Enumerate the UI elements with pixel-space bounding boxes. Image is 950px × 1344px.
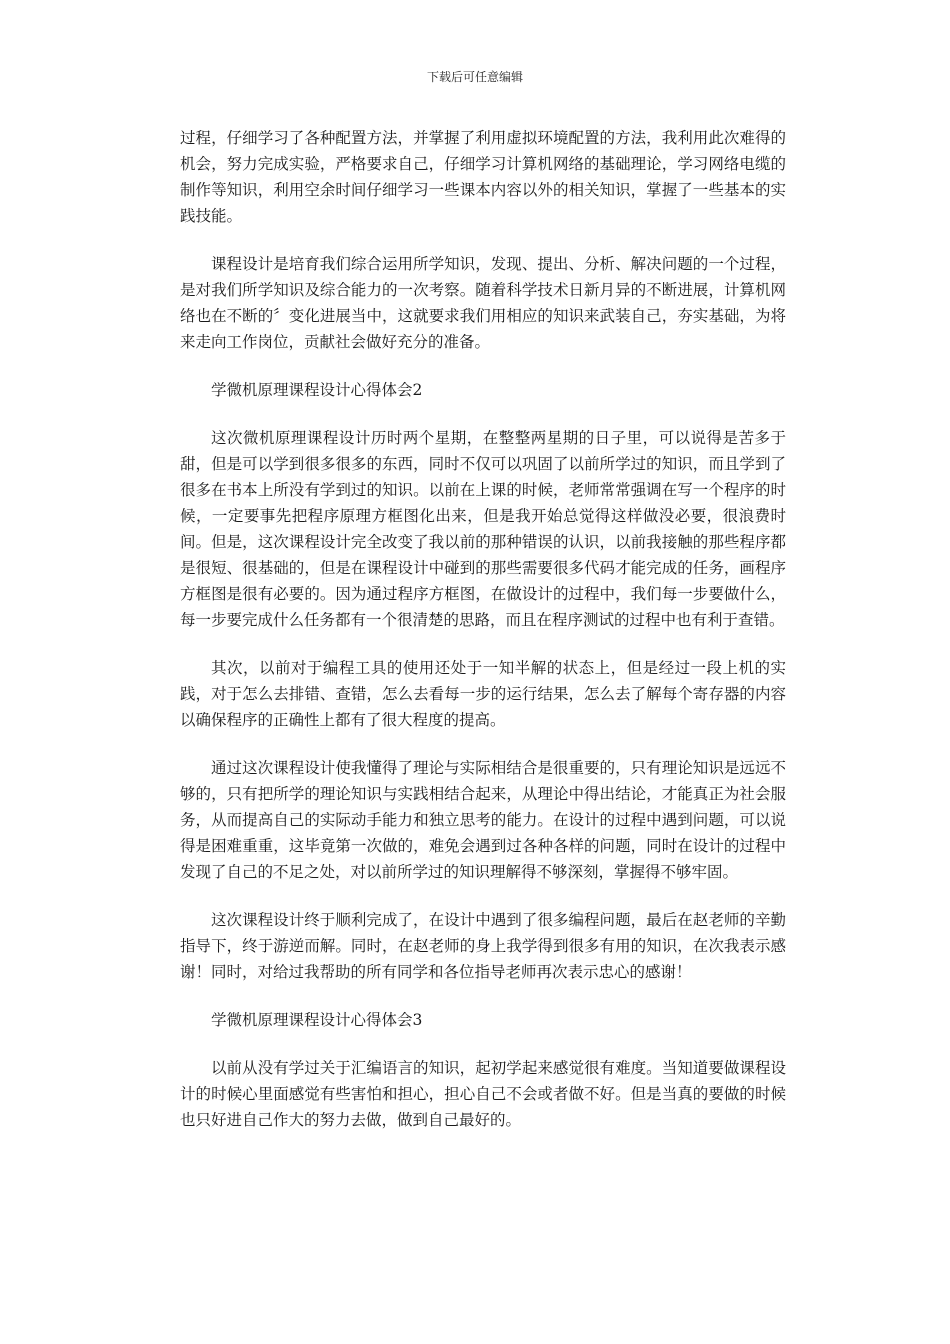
section-heading: 学微机原理课程设计心得体会3: [211, 1011, 423, 1029]
paragraph: 其次，以前对于编程工具的使用还处于一知半解的状态上，但是经过一段上机的实践，对于怎么去排错、查错，怎么去看每一步的运行结果，怎么去了解每个寄存器的内容以确保程序的正确性上都有了很大程度的提高。: [180, 659, 786, 729]
paragraph: 过程，仔细学习了各种配置方法，并掌握了利用虚拟环境配置的方法，我利用此次难得的机会，努力完成实验，严格要求自己，仔细学习计算机网络的基础理论，学习网络电缆的制作等知识，利用空余时间仔细学习一些课本内容以外的相关知识，掌握了一些基本的实践技能。: [180, 129, 786, 225]
section-heading: 学微机原理课程设计心得体会2: [211, 381, 423, 399]
document-body: [180, 125, 786, 1155]
paragraph: 通过这次课程设计使我懂得了理论与实际相结合是很重要的，只有理论知识是远远不够的，只有把所学的理论知识与实践相结合起来，从理论中得出结论，才能真正为社会服务，从而提高自己的实际动手能力和独立思考的能力。在设计的过程中遇到问题，可以说得是困难重重，这毕竟第一次做的，难免会遇到过各种各样的问题，同时在设计的过程中发现了自己的不足之处，对以前所学过的知识理解得不够深刻，掌握得不够牢固。: [180, 759, 786, 881]
paragraph: 这次微机原理课程设计历时两个星期，在整整两星期的日子里，可以说得是苦多于甜，但是可以学到很多很多的东西，同时不仅可以巩固了以前所学过的知识，而且学到了很多在书本上所没有学到过的知识。以前在上课的时候，老师常常强调在写一个程序的时候，一定要事先把程序原理方框图化出来，但是我开始总觉得这样做没必要，很浪费时间。但是，这次课程设计完全改变了我以前的那种错误的认识，以前我接触的那些程序都是很短、很基础的，但是在课程设计中碰到的那些需要很多代码才能完成的任务，画程序方框图是很有必要的。因为通过程序方框图，在做设计的过程中，我们每一步要做什么，每一步要完成什么任务都有一个很清楚的思路，而且在程序测试的过程中也有利于查错。: [180, 429, 786, 629]
paragraph: 以前从没有学过关于汇编语言的知识，起初学起来感觉很有难度。当知道要做课程设计的时候心里面感觉有些害怕和担心，担心自己不会或者做不好。但是当真的要做的时候也只好进自己作大的努力去做，做到自己最好的。: [180, 1059, 786, 1129]
paragraph: 这次课程设计终于顺利完成了，在设计中遇到了很多编程问题，最后在赵老师的辛勤指导下，终于游逆而解。同时，在赵老师的身上我学得到很多有用的知识，在次我表示感谢！同时，对给过我帮助的所有同学和各位指导老师再次表示忠心的感谢！: [180, 911, 786, 981]
page-header: 下载后可任意编辑: [426, 70, 523, 84]
paragraph: 课程设计是培育我们综合运用所学知识，发现、提出、分析、解决问题的一个过程，是对我们所学知识及综合能力的一次考察。随着科学技术日新月异的不断进展，计算机网络也在不断的〞变化进展当中，这就要求我们用相应的知识来武装自己，夯实基础，为将来走向工作岗位，贡献社会做好充分的准备。: [180, 255, 786, 351]
